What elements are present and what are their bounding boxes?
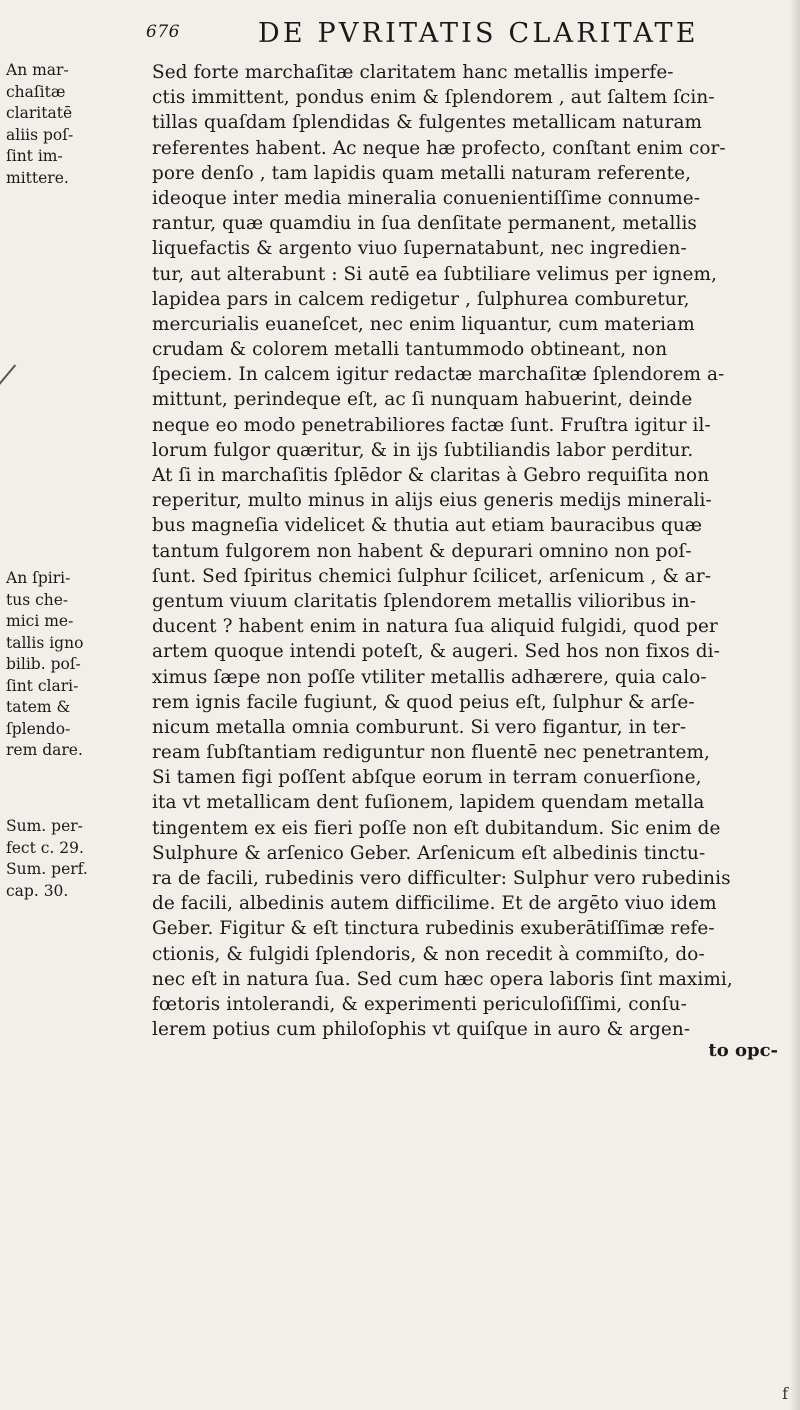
text-line: lapidea pars in calcem redigetur , ſulphurea comburetur,: [152, 288, 690, 310]
margin-note-line: rem dare.: [6, 741, 83, 759]
text-line: liquefactis & argento viuo ſupernatabunt, nec ingredien-: [152, 238, 687, 260]
text-line: ra de facili, rubedinis vero difficulter: Sulphur vero rubedinis: [152, 868, 731, 889]
text-line: lerem potius cum philoſophis vt quiſque in auro & argen-: [152, 1019, 691, 1041]
margin-note-line: cap. 30.: [6, 881, 69, 900]
margin-note-line: Sum. perf.: [6, 860, 88, 878]
text-line: bus magneſia videlicet & thutia aut etiam bauracibus quæ: [152, 515, 703, 537]
page-number: 676: [146, 22, 180, 42]
text-line: nicum metalla omnia comburunt. Si vero figantur, in ter-: [152, 716, 687, 738]
text-line: crudam & colorem metalli tantummodo obtineant, non: [152, 339, 668, 361]
text-line: tantum fulgorem non habent & depurari omnino non poſ-: [152, 540, 692, 562]
text-line: tur, aut alterabunt : Si autē ea ſubtiliare velimus per ignem,: [152, 263, 718, 285]
text-line: pore denſo , tam lapidis quam metalli naturam referente,: [152, 162, 692, 184]
text-line: ſpeciem. In calcem igitur redactæ marchaſitæ ſplendorem a-: [152, 364, 725, 386]
text-line: mittunt, perindeque eſt, ac ſi nunquam habuerint, deinde: [152, 389, 693, 411]
margin-note-line: ſplendo-: [6, 719, 71, 738]
text-line: gentum viuum claritatis ſplendorem metallis vilioribus in-: [152, 590, 697, 612]
text-line: lorum fulgor quæritur, & in ijs ſubtiliandis labor perditur.: [152, 439, 694, 461]
margin-note-summa-references: [6, 816, 148, 902]
text-line: nec eſt in natura ſua. Sed cum hæc opera laboris ſint maximi,: [152, 968, 733, 990]
margin-note-line: mici me-: [6, 612, 74, 630]
text-line: ſunt. Sed ſpiritus chemici ſulphur ſcilicet, arſenicum , & ar-: [152, 565, 712, 587]
text-line: At ſi in marchaſitis ſplēdor & claritas à Gebro requiſita non: [152, 465, 710, 486]
margin-note-line: An mar-: [6, 61, 69, 79]
text-line: rantur, quæ quamdiu in ſua denſitate permanent, metallis: [152, 213, 697, 235]
margin-note-line: ſint im-: [6, 147, 63, 165]
main-text-block: [152, 60, 778, 1042]
text-line: ctis immittent, pondus enim & ſplendorem , aut ſaltem ſcin-: [152, 87, 715, 109]
margin-note-line: An ſpiri-: [6, 569, 71, 587]
text-line: Sulphure & arſenico Geber. Arſenicum eſt albedinis tinctu-: [152, 842, 706, 864]
text-line: reperitur, multo minus in alijs eius generis medijs minerali-: [152, 490, 712, 512]
text-line: mercurialis euaneſcet, nec enim liquantur, cum materiam: [152, 313, 695, 335]
running-head: DE PVRITATIS CLARITATE: [258, 18, 699, 49]
margin-note-line: mittere.: [6, 168, 69, 187]
catchword: to opc-: [708, 1040, 778, 1061]
margin-note-line: ſint clari-: [6, 676, 79, 695]
margin-note-line: aliis poſ-: [6, 125, 74, 144]
stray-mark: f: [782, 1384, 788, 1403]
margin-note-line: tatem &: [6, 698, 71, 716]
margin-note-line: bilib. poſ-: [6, 655, 81, 673]
text-line: Geber. Figitur & eſt tinctura rubedinis exuberātiſſimæ refe-: [152, 918, 715, 940]
text-line: neque eo modo penetrabiliores factæ ſunt. Fruſtra igitur il-: [152, 414, 711, 436]
margin-note-line: tus che-: [6, 590, 69, 609]
text-line: ducent ? habent enim in natura ſua aliquid fulgidi, quod per: [152, 616, 718, 638]
text-line: ream ſubſtantiam rediguntur non fluentē nec penetrantem,: [152, 742, 710, 764]
text-line: fœtoris intolerandi, & experimenti periculoſiſſimi, conſu-: [152, 993, 687, 1015]
text-line: Si tamen figi poſſent abſque eorum in terram conuerſione,: [152, 767, 702, 789]
margin-note-line: chaſitæ: [6, 82, 66, 101]
margin-note-marchasite: [6, 60, 148, 189]
text-line: referentes habent. Ac neque hæ profecto, conſtant enim cor-: [152, 137, 726, 159]
page-edge-shadow: [790, 0, 800, 1410]
text-line: ximus ſæpe non poſſe vtiliter metallis adhærere, quia calo-: [152, 666, 707, 688]
text-line: rem ignis facile fugiunt, & quod peius eſt, ſulphur & arſe-: [152, 691, 695, 713]
text-line: ideoque inter media mineralia conuenientiſſime connume-: [152, 187, 701, 209]
text-line: artem quoque intendi poteſt, & augeri. Sed hos non fixos di-: [152, 641, 720, 663]
margin-note-line: Sum. per-: [6, 817, 83, 835]
text-line: tillas quaſdam ſplendidas & fulgentes metallicam naturam: [152, 112, 703, 134]
text-line: de facili, albedinis autem difficilime. Et de argēto viuo idem: [152, 893, 717, 915]
margin-note-spiritus: [6, 568, 148, 762]
text-line: tingentem ex eis fieri poſſe non eſt dubitandum. Sic enim de: [152, 817, 721, 839]
margin-note-line: tallis igno: [6, 633, 84, 652]
text-line: Sed forte marchaſitæ claritatem hanc metallis imperfe-: [152, 62, 674, 83]
margin-note-line: fect c. 29.: [6, 838, 84, 857]
margin-note-line: claritatē: [6, 104, 73, 122]
text-line: ctionis, & fulgidi ſplendoris, & non recedit à commiſto, do-: [152, 943, 705, 965]
pencil-stroke-mark: [0, 364, 16, 385]
text-line: ita vt metallicam dent fuſionem, lapidem quendam metalla: [152, 792, 705, 814]
